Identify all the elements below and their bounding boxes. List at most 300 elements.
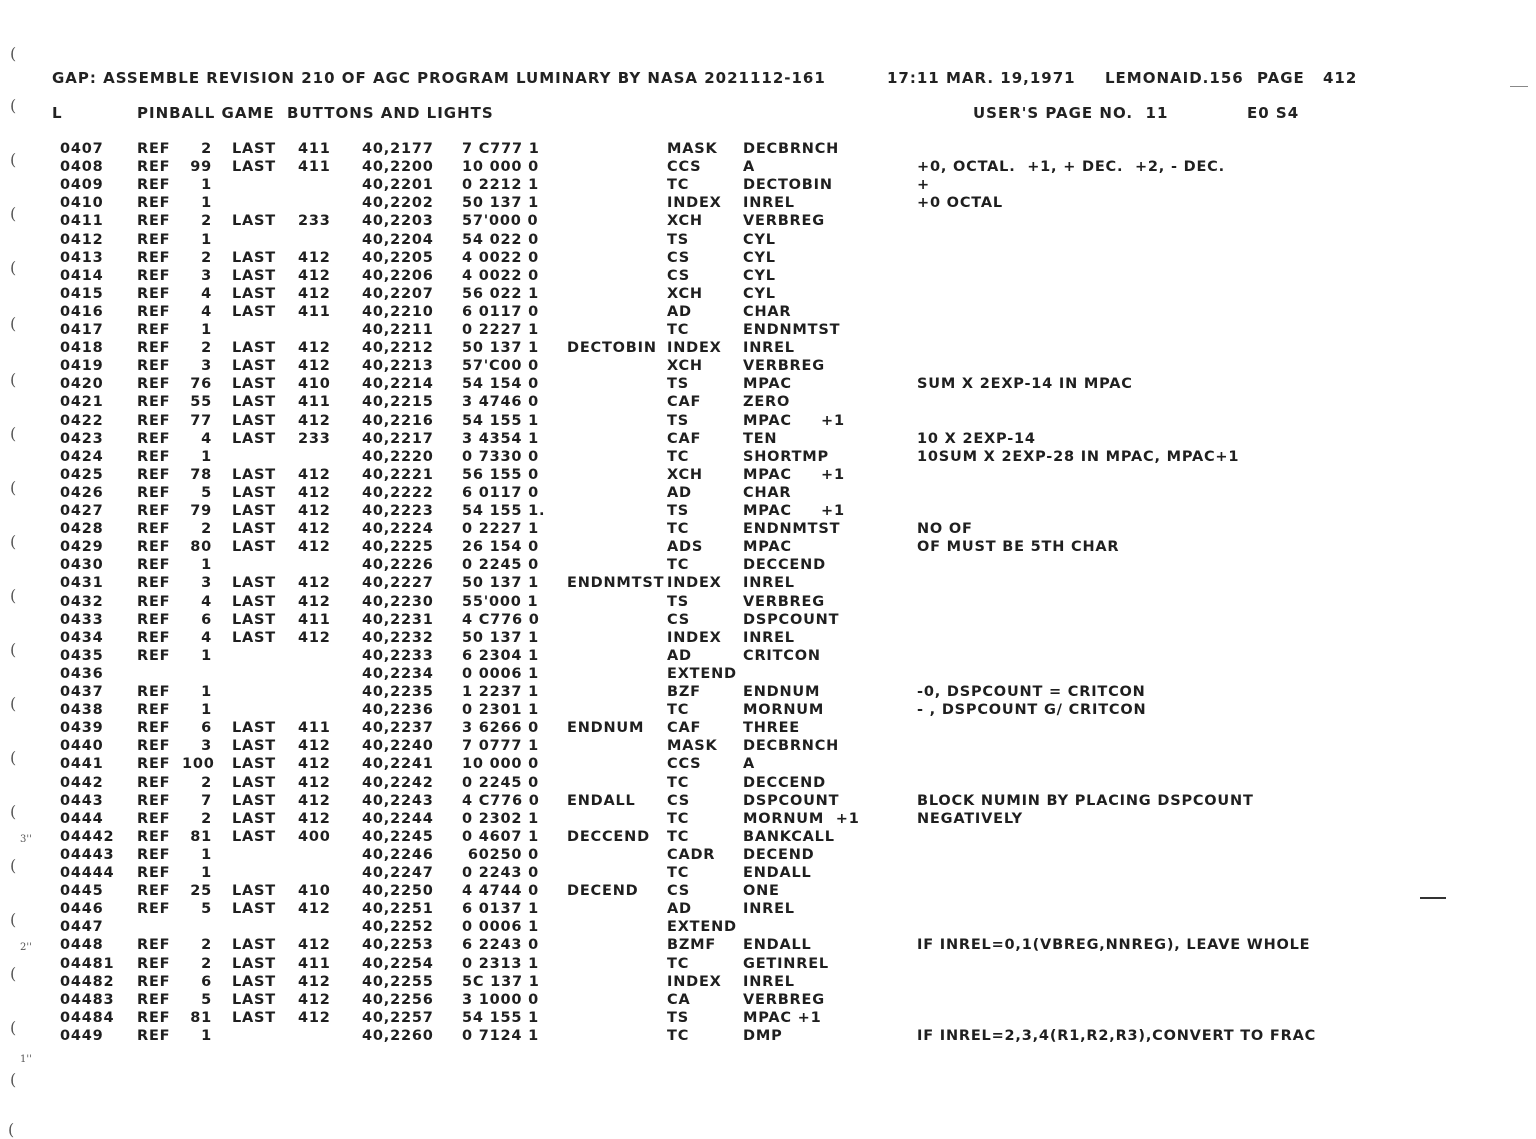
line-number: 0422 [60, 413, 104, 429]
address: 40,2215 [362, 394, 434, 410]
line-number: 0427 [60, 503, 104, 519]
line-number: 0447 [60, 919, 104, 935]
opcode: CA [667, 992, 691, 1008]
address: 40,2241 [362, 756, 434, 772]
machine-code: 0 7330 0 [462, 449, 540, 465]
opcode: EXTEND [667, 666, 737, 682]
last-page: 412 [298, 738, 331, 754]
line-number: 0418 [60, 340, 104, 356]
ref-count: 1 [201, 322, 212, 338]
symbol-label: DECEND [567, 883, 639, 899]
listing-row [0, 829, 1536, 847]
address: 40,2224 [362, 521, 434, 537]
margin-mark: 3'' [20, 834, 32, 845]
address: 40,2237 [362, 720, 434, 736]
address: 40,2204 [362, 232, 434, 248]
line-number: 0442 [60, 775, 104, 791]
line-number: 0434 [60, 630, 104, 646]
operand: ENDALL [743, 937, 812, 953]
line-number: 0414 [60, 268, 104, 284]
ref-count: 1 [201, 195, 212, 211]
opcode: AD [667, 901, 692, 917]
last-tag: LAST [232, 141, 276, 157]
listing-row [0, 467, 1536, 485]
last-page: 411 [298, 159, 331, 175]
last-page: 412 [298, 467, 331, 483]
listing-job: LEMONAID.156 [1105, 69, 1244, 87]
operand: INREL [743, 340, 795, 356]
ref-tag: REF [137, 268, 171, 284]
line-number: 0411 [60, 213, 104, 229]
operand: A [743, 756, 756, 772]
listing-row [0, 521, 1536, 539]
line-number: 0448 [60, 937, 104, 953]
opcode: TC [667, 449, 690, 465]
line-number: 0443 [60, 793, 104, 809]
ref-count: 2 [201, 141, 212, 157]
line-number: 0437 [60, 684, 104, 700]
line-number: 0431 [60, 575, 104, 591]
line-number: 0423 [60, 431, 104, 447]
address: 40,2257 [362, 1010, 434, 1026]
opcode: TS [667, 232, 689, 248]
line-number: 04443 [60, 847, 115, 863]
listing-row [0, 811, 1536, 829]
operand: CHAR [743, 304, 792, 320]
last-tag: LAST [232, 1010, 276, 1026]
operand: DECCEND [743, 557, 826, 573]
address: 40,2245 [362, 829, 434, 845]
listing-row [0, 793, 1536, 811]
ref-count: 55 [190, 394, 212, 410]
operand: INREL [743, 901, 795, 917]
ref-count: 2 [201, 775, 212, 791]
listing-row [0, 286, 1536, 304]
last-tag: LAST [232, 286, 276, 302]
comment: SUM X 2EXP-14 IN MPAC [917, 376, 1133, 392]
opcode: CADR [667, 847, 716, 863]
machine-code: 6 0117 0 [462, 304, 540, 320]
operand: ENDNMTST [743, 521, 841, 537]
listing-row [0, 702, 1536, 720]
ref-tag: REF [137, 684, 171, 700]
ref-tag: REF [137, 250, 171, 266]
opcode: CCS [667, 756, 702, 772]
address: 40,2211 [362, 322, 434, 338]
machine-code: 57'000 0 [462, 213, 539, 229]
opcode: XCH [667, 358, 703, 374]
ref-tag: REF [137, 648, 171, 664]
opcode: TC [667, 702, 690, 718]
last-page: 233 [298, 431, 331, 447]
binder-hole-mark: ( [10, 856, 17, 875]
listing-title: GAP: ASSEMBLE REVISION 210 OF AGC PROGRAM LUMINARY BY NASA 2021112-161 [52, 69, 826, 87]
machine-code: 0 2301 1 [462, 702, 540, 718]
opcode: BZF [667, 684, 701, 700]
opcode: AD [667, 304, 692, 320]
machine-code: 10 000 0 [462, 756, 540, 772]
line-number: 0421 [60, 394, 104, 410]
ref-tag: REF [137, 738, 171, 754]
ref-count: 4 [201, 304, 212, 320]
ref-count: 1 [201, 648, 212, 664]
operand: MPAC +1 [743, 467, 845, 483]
address: 40,2250 [362, 883, 434, 899]
ref-tag: REF [137, 702, 171, 718]
opcode: TS [667, 1010, 689, 1026]
last-page: 412 [298, 413, 331, 429]
opcode: TC [667, 1028, 690, 1044]
last-page: 411 [298, 304, 331, 320]
ref-tag: REF [137, 937, 171, 953]
line-number: 0429 [60, 539, 104, 555]
opcode: BZMF [667, 937, 717, 953]
opcode: INDEX [667, 195, 722, 211]
operand: A [743, 159, 756, 175]
listing-row [0, 974, 1536, 992]
line-number: 0410 [60, 195, 104, 211]
machine-code: 0 0006 1 [462, 666, 540, 682]
opcode: CAF [667, 720, 702, 736]
line-number: 0428 [60, 521, 104, 537]
binder-hole-mark: ( [10, 586, 17, 605]
listing-row [0, 394, 1536, 412]
machine-code: 50 137 1 [462, 340, 540, 356]
line-number: 0407 [60, 141, 104, 157]
ref-tag: REF [137, 612, 171, 628]
line-number: 0438 [60, 702, 104, 718]
listing-row [0, 612, 1536, 630]
opcode: TS [667, 376, 689, 392]
opcode: XCH [667, 213, 703, 229]
machine-code: 0 2302 1 [462, 811, 540, 827]
operand: MPAC +1 [743, 413, 845, 429]
ref-count: 3 [201, 575, 212, 591]
last-tag: LAST [232, 901, 276, 917]
address: 40,2226 [362, 557, 434, 573]
last-tag: LAST [232, 720, 276, 736]
operand: ENDALL [743, 865, 812, 881]
ref-count: 5 [201, 485, 212, 501]
ref-count: 3 [201, 358, 212, 374]
symbol-label: ENDNUM [567, 720, 645, 736]
line-number: 0439 [60, 720, 104, 736]
address: 40,2220 [362, 449, 434, 465]
ref-tag: REF [137, 829, 171, 845]
ref-count: 2 [201, 250, 212, 266]
operand: INREL [743, 974, 795, 990]
operand: INREL [743, 575, 795, 591]
ref-count: 5 [201, 901, 212, 917]
comment: 10 X 2EXP-14 [917, 431, 1036, 447]
line-number: 0425 [60, 467, 104, 483]
machine-code: 3 4354 1 [462, 431, 540, 447]
ref-tag: REF [137, 521, 171, 537]
machine-code: 0 2313 1 [462, 956, 540, 972]
binder-hole-mark: ( [10, 424, 17, 443]
machine-code: 4 C776 0 [462, 612, 540, 628]
comment: + [917, 177, 930, 193]
ref-tag: REF [137, 956, 171, 972]
line-number: 0432 [60, 594, 104, 610]
listing-row [0, 684, 1536, 702]
machine-code: 0 4607 1 [462, 829, 540, 845]
last-tag: LAST [232, 937, 276, 953]
last-page: 412 [298, 1010, 331, 1026]
line-number: 0424 [60, 449, 104, 465]
last-tag: LAST [232, 793, 276, 809]
ref-count: 1 [201, 865, 212, 881]
last-page: 410 [298, 376, 331, 392]
ref-tag: REF [137, 630, 171, 646]
ref-count: 77 [190, 413, 212, 429]
opcode: INDEX [667, 575, 722, 591]
listing-row [0, 322, 1536, 340]
opcode: CS [667, 268, 690, 284]
machine-code: 3 1000 0 [462, 992, 540, 1008]
line-number: 0440 [60, 738, 104, 754]
ref-count: 2 [201, 521, 212, 537]
ref-count: 4 [201, 431, 212, 447]
last-page: 412 [298, 793, 331, 809]
last-tag: LAST [232, 811, 276, 827]
ref-count: 2 [201, 956, 212, 972]
ref-tag: REF [137, 376, 171, 392]
operand: THREE [743, 720, 801, 736]
machine-code: 5C 137 1 [462, 974, 540, 990]
machine-code: 6 2243 0 [462, 937, 540, 953]
address: 40,2247 [362, 865, 434, 881]
last-tag: LAST [232, 503, 276, 519]
machine-code: 0 7124 1 [462, 1028, 540, 1044]
last-tag: LAST [232, 376, 276, 392]
page-number: 412 [1323, 69, 1358, 87]
listing-row [0, 376, 1536, 394]
machine-code: 54 155 1. [462, 503, 546, 519]
opcode: INDEX [667, 630, 722, 646]
address: 40,2231 [362, 612, 434, 628]
margin-mark: 2'' [20, 942, 32, 953]
line-number: 0416 [60, 304, 104, 320]
last-tag: LAST [232, 829, 276, 845]
listing-row [0, 1010, 1536, 1028]
ref-tag: REF [137, 793, 171, 809]
last-tag: LAST [232, 974, 276, 990]
address: 40,2213 [362, 358, 434, 374]
listing-row [0, 992, 1536, 1010]
line-number: 0445 [60, 883, 104, 899]
opcode: TC [667, 521, 690, 537]
line-number: 04442 [60, 829, 115, 845]
line-number: 0417 [60, 322, 104, 338]
listing-row [0, 847, 1536, 865]
binder-hole-mark: ( [10, 532, 17, 551]
line-number: 0420 [60, 376, 104, 392]
last-page: 412 [298, 630, 331, 646]
operand: SHORTMP [743, 449, 829, 465]
ref-tag: REF [137, 177, 171, 193]
last-page: 411 [298, 720, 331, 736]
ref-count: 81 [190, 1010, 212, 1026]
opcode: TC [667, 829, 690, 845]
opcode: XCH [667, 467, 703, 483]
operand: VERBREG [743, 594, 825, 610]
machine-code: 54 154 0 [462, 376, 540, 392]
operand: CYL [743, 286, 776, 302]
machine-code: 4 C776 0 [462, 793, 540, 809]
ref-tag: REF [137, 974, 171, 990]
ref-tag: REF [137, 195, 171, 211]
line-number: 0436 [60, 666, 104, 682]
last-page: 412 [298, 992, 331, 1008]
opcode: XCH [667, 286, 703, 302]
comment: 10SUM X 2EXP-28 IN MPAC, MPAC+1 [917, 449, 1240, 465]
last-tag: LAST [232, 250, 276, 266]
address: 40,2244 [362, 811, 434, 827]
opcode: TS [667, 413, 689, 429]
listing-row [0, 1028, 1536, 1046]
binder-hole-mark: ( [10, 964, 17, 983]
machine-code: 0 2245 0 [462, 557, 540, 573]
ref-tag: REF [137, 286, 171, 302]
address: 40,2221 [362, 467, 434, 483]
address: 40,2235 [362, 684, 434, 700]
ref-tag: REF [137, 557, 171, 573]
last-page: 410 [298, 883, 331, 899]
address: 40,2210 [362, 304, 434, 320]
machine-code: 10 000 0 [462, 159, 540, 175]
machine-code: 0 0006 1 [462, 919, 540, 935]
comment: - , DSPCOUNT G/ CRITCON [917, 702, 1147, 718]
ref-tag: REF [137, 394, 171, 410]
line-number: 04482 [60, 974, 115, 990]
last-page: 411 [298, 394, 331, 410]
line-number: 0408 [60, 159, 104, 175]
opcode: TC [667, 557, 690, 573]
ref-count: 2 [201, 937, 212, 953]
last-tag: LAST [232, 467, 276, 483]
listing-row [0, 666, 1536, 684]
last-tag: LAST [232, 775, 276, 791]
line-number: 0412 [60, 232, 104, 248]
opcode: CS [667, 883, 690, 899]
opcode: CS [667, 793, 690, 809]
last-page: 412 [298, 503, 331, 519]
comment: OF MUST BE 5TH CHAR [917, 539, 1120, 555]
comment: IF INREL=2,3,4(R1,R2,R3),CONVERT TO FRAC [917, 1028, 1317, 1044]
address: 40,2242 [362, 775, 434, 791]
ref-tag: REF [137, 449, 171, 465]
address: 40,2227 [362, 575, 434, 591]
listing-row [0, 956, 1536, 974]
operand: ENDNMTST [743, 322, 841, 338]
opcode: TC [667, 177, 690, 193]
ref-count: 1 [201, 557, 212, 573]
ref-tag: REF [137, 1010, 171, 1026]
listing-row [0, 775, 1536, 793]
opcode: INDEX [667, 974, 722, 990]
last-tag: LAST [232, 883, 276, 899]
address: 40,2202 [362, 195, 434, 211]
last-page: 233 [298, 213, 331, 229]
opcode: CAF [667, 431, 702, 447]
ref-tag: REF [137, 413, 171, 429]
opcode: TS [667, 503, 689, 519]
last-tag: LAST [232, 485, 276, 501]
operand: CYL [743, 232, 776, 248]
last-page: 412 [298, 775, 331, 791]
operand: MORNUM [743, 702, 825, 718]
line-number: 0419 [60, 358, 104, 374]
machine-code: 3 4746 0 [462, 394, 540, 410]
listing-row [0, 250, 1536, 268]
ref-count: 6 [201, 720, 212, 736]
last-page: 412 [298, 485, 331, 501]
machine-code: 6 0117 0 [462, 485, 540, 501]
operand: TEN [743, 431, 778, 447]
user-page: USER'S PAGE NO. 11 [973, 104, 1169, 122]
address: 40,2205 [362, 250, 434, 266]
symbol-label: DECCEND [567, 829, 650, 845]
address: 40,2201 [362, 177, 434, 193]
section-title: PINBALL GAME BUTTONS AND LIGHTS [137, 104, 494, 122]
ref-count: 1 [201, 847, 212, 863]
operand: ONE [743, 883, 780, 899]
listing-row [0, 919, 1536, 937]
listing-row [0, 449, 1536, 467]
machine-code: 4 0022 0 [462, 268, 540, 284]
line-number: 0449 [60, 1028, 104, 1044]
last-page: 412 [298, 811, 331, 827]
last-page: 412 [298, 539, 331, 555]
last-page: 412 [298, 575, 331, 591]
listing-date: 17:11 MAR. 19,1971 [887, 69, 1076, 87]
operand: DECEND [743, 847, 815, 863]
operand: CRITCON [743, 648, 821, 664]
last-page: 412 [298, 594, 331, 610]
address: 40,2251 [362, 901, 434, 917]
operand: INREL [743, 195, 795, 211]
listing-row [0, 268, 1536, 286]
last-tag: LAST [232, 630, 276, 646]
operand: DSPCOUNT [743, 612, 840, 628]
opcode: TC [667, 811, 690, 827]
operand: VERBREG [743, 213, 825, 229]
operand: DMP [743, 1028, 783, 1044]
ref-count: 1 [201, 449, 212, 465]
machine-code: 7 0777 1 [462, 738, 540, 754]
opcode: MASK [667, 141, 718, 157]
operand: VERBREG [743, 992, 825, 1008]
address: 40,2214 [362, 376, 434, 392]
opcode: TC [667, 775, 690, 791]
machine-code: 6 2304 1 [462, 648, 540, 664]
ref-count: 6 [201, 612, 212, 628]
line-number: 04444 [60, 865, 115, 881]
binder-hole-mark: ( [10, 314, 17, 333]
ref-tag: REF [137, 141, 171, 157]
last-page: 412 [298, 340, 331, 356]
machine-code: 54 022 0 [462, 232, 540, 248]
machine-code: 55'000 1 [462, 594, 539, 610]
log-marker: L [52, 104, 63, 122]
opcode: CAF [667, 394, 702, 410]
address: 40,2225 [362, 539, 434, 555]
machine-code: 50 137 1 [462, 195, 540, 211]
ref-count: 6 [201, 974, 212, 990]
machine-code: 0 2227 1 [462, 322, 540, 338]
last-tag: LAST [232, 594, 276, 610]
